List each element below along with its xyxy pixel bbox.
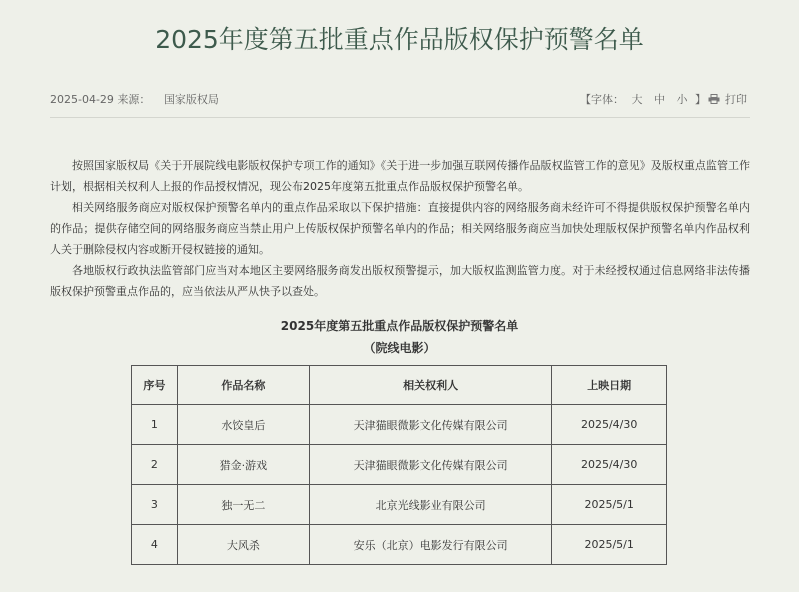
- paragraph: 按照国家版权局《关于开展院线电影版权保护专项工作的通知》《关于进一步加强互联网传播作品版权监管工作的意见》及版权重点监管工作计划，根据相关权利人上报的作品授权情况，现公布2025年度第五批重点作品版权保护预警名单。: [50, 159, 750, 193]
- source-name: 国家版权局: [163, 93, 219, 106]
- printer-icon: [708, 94, 720, 104]
- source-label: 来源：: [117, 93, 151, 106]
- paragraph: 各地版权行政执法监管部门应当对本地区主要网络服务商发出版权预警提示，加大版权监测监管力度。对于未经授权通过信息网络非法传播版权保护预警重点作品的，应当依法从严从快予以查处。: [50, 264, 750, 298]
- table-row: [132, 445, 667, 485]
- cell-index: 4: [132, 525, 178, 565]
- header-release-date: 上映日期: [552, 366, 667, 405]
- font-size-control: [580, 91, 706, 107]
- font-medium-button[interactable]: 中: [654, 93, 665, 106]
- print-label: 打印: [725, 93, 747, 106]
- warning-list-table: [131, 365, 667, 565]
- font-close-bracket: 】: [695, 93, 706, 106]
- cell-rights-holder: 安乐（北京）电影发行有限公司: [309, 525, 551, 565]
- table-subtitle: （院线电影）: [363, 341, 436, 355]
- header-index: 序号: [132, 366, 178, 405]
- table-row: [132, 405, 667, 445]
- table-row: [132, 525, 667, 565]
- table-title: 2025年度第五批重点作品版权保护预警名单: [280, 319, 519, 333]
- cell-work-title: 猎金·游戏: [177, 445, 309, 485]
- meta-divider: [50, 117, 750, 118]
- cell-release-date: 2025/5/1: [552, 525, 667, 565]
- cell-index: 2: [132, 445, 178, 485]
- article-title: 2025年度第五批重点作品版权保护预警名单: [155, 25, 644, 54]
- cell-index: 3: [132, 485, 178, 525]
- font-small-button[interactable]: 小: [676, 93, 688, 106]
- cell-release-date: 2025/4/30: [552, 445, 667, 485]
- header-work-title: 作品名称: [177, 366, 309, 405]
- cell-rights-holder: 天津猫眼微影文化传媒有限公司: [309, 445, 551, 485]
- table-header-row: [132, 366, 667, 405]
- font-label: 【字体：: [580, 93, 624, 106]
- table-row: [132, 485, 667, 525]
- publish-date: 2025-04-29: [50, 93, 114, 106]
- cell-work-title: 独一无二: [177, 485, 309, 525]
- cell-index: 1: [132, 405, 178, 445]
- print-button[interactable]: [708, 91, 747, 107]
- cell-work-title: 水饺皇后: [177, 405, 309, 445]
- cell-work-title: 大风杀: [177, 525, 309, 565]
- cell-release-date: 2025/5/1: [552, 485, 667, 525]
- header-rights-holder: 相关权利人: [309, 366, 551, 405]
- paragraph: 相关网络服务商应对版权保护预警名单内的重点作品采取以下保护措施：直接提供内容的网络服务商未经许可不得提供版权保护预警名单内的作品；提供存储空间的网络服务商应当禁止用户上传版权保护预警名单内的作品；相关网络服务商应当加快处理版权保护预警名单内作品权利人关于删除侵权内容或断开侵权链接的通知。: [50, 201, 750, 256]
- cell-rights-holder: 天津猫眼微影文化传媒有限公司: [309, 405, 551, 445]
- meta-info: [50, 91, 219, 107]
- article-meta: [50, 91, 750, 107]
- cell-rights-holder: 北京光线影业有限公司: [309, 485, 551, 525]
- cell-release-date: 2025/4/30: [552, 405, 667, 445]
- article-body: [50, 155, 750, 302]
- font-large-button[interactable]: 大: [631, 93, 643, 106]
